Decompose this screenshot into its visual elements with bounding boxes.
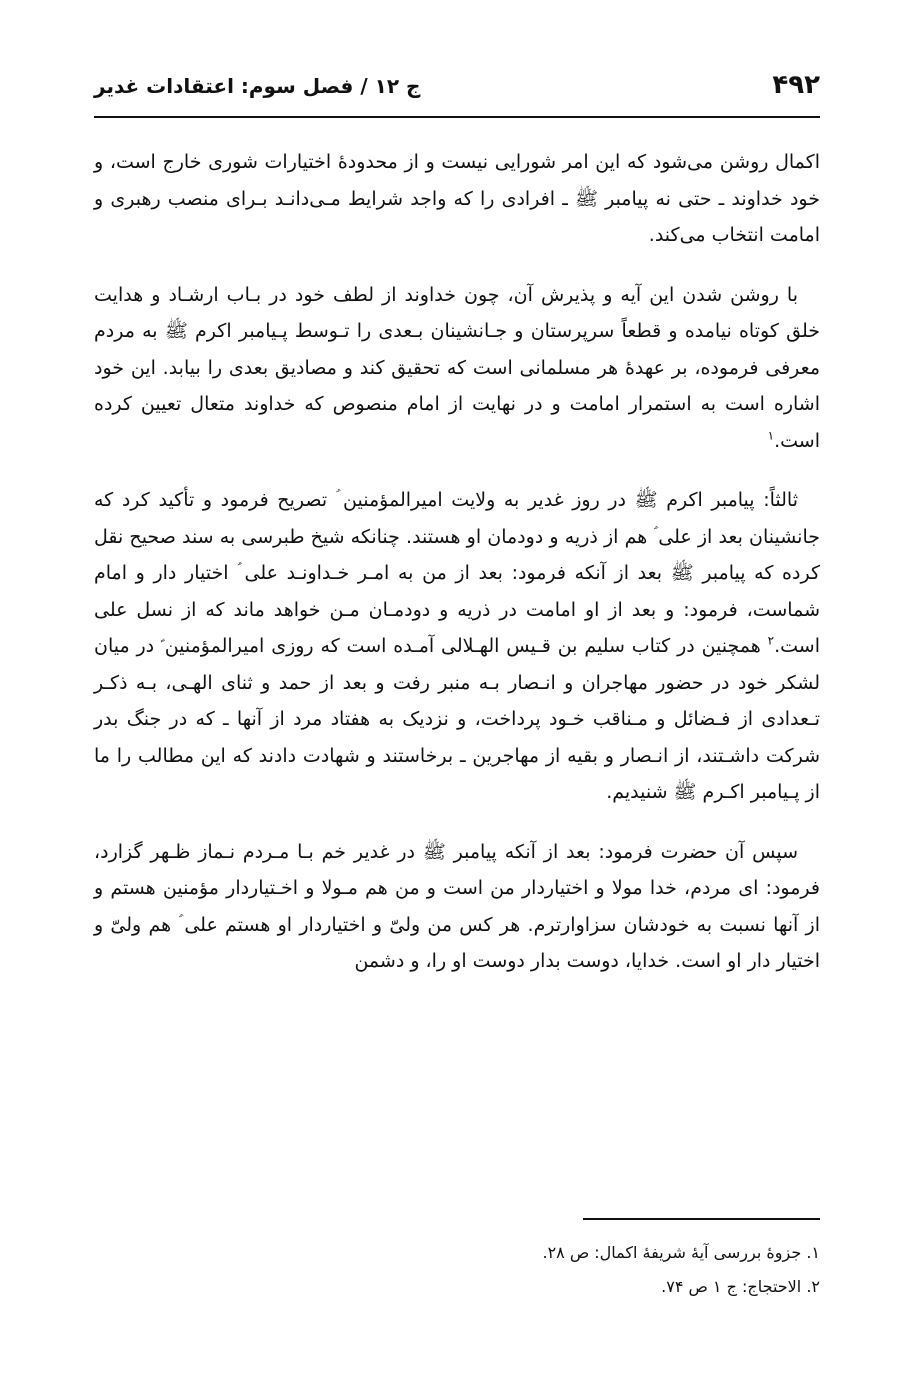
- footnote-divider: [583, 1218, 820, 1220]
- footnote-2: ۲. الاحتجاج: ج ۱ ص ۷۴.: [661, 1277, 820, 1296]
- page-number: ۴۹۲: [772, 70, 820, 100]
- paragraph-3-text-b: همچنین در کتاب سلیم بن قـیس الهـلالی آمـده است که روزی امیرالمؤمنین ؑ در میان لشکر خود در حضور مهاجران و انـصار بـه منبر رفت و بعد از حمد و ثنای الهـی، بـه ذکـر تـعدادی از فـضائل و مـناقب خـود پرداخت، و نزدیک به هفتاد مرد از آنها ـ که در جنگ بدر شرکت داشـتند، از انـصار و بقیه از مهاجرین ـ برخاستند و شهادت دادند که این مطالب را ما از پـیامبر اکـرم ﷺ شنیدیم.: [94, 635, 820, 803]
- page-header: [94, 64, 820, 118]
- footnote-ref-1[interactable]: ۱: [767, 428, 775, 443]
- paragraph-2-text: با روشن شدن این آیه و پذیرش آن، چون خداوند از لطف خود در بـاب ارشـاد و هدایت خلق کوتاه نیامده و قطعاً سرپرستان و جـانشینان بـعدی را تـوسط پـیامبر اکرم ﷺ به مردم معرفی فرموده، بر عهدهٔ هر مسلمانی است که تحقیق کند و مصادیق بعدی را بیابد. این خود اشاره است به استمرار امامت و در نهایت از امام منصوص که خداوند متعال تعیین کرده است.: [94, 283, 820, 452]
- running-title: ج ۱۲ / فصل سوم: اعتقادات غدیر: [94, 74, 421, 98]
- paragraph-1: اکمال روشن می‌شود که این امر شورایی نیست و از محدودهٔ اختیارات شوری خارج است، و خود خداوند ـ حتی نه پیامبر ﷺ ـ افرادی را که واجد شرایط مـی‌دانـد بـرای منصب رهبری و امامت انتخاب می‌کند.: [94, 151, 820, 246]
- footnotes: [94, 1236, 820, 1304]
- paragraph-2: [94, 277, 820, 460]
- footnote-1: ۱. جزوهٔ بررسی آیهٔ شریفهٔ اکمال: ص ۲۸.: [542, 1243, 820, 1262]
- paragraph-3-text-a: ثالثاً: پیامبر اکرم ﷺ در روز غدیر به ولایت امیرالمؤمنین ؑ تصریح فرمود و تأکید کرد که جانشینان بعد از علی ؑ هم از ذریه و دودمان او هستند. چنانکه شیخ طبرسی به سند صحیح نقل کرده که پیامبر ﷺ بعد از آنکه فرمود: بعد از من به امـر خـداونـد علی ؑ اختیار دار و امام شماست، فرمود: و بعد از او امامت در ذریه و دودمـان مـن خواهد ماند که از نسل علی است.: [94, 489, 820, 657]
- paragraph-4: سپس آن حضرت فرمود: بعد از آنکه پیامبر ﷺ در غدیر خم بـا مـردم نـماز ظـهر گزارد، فرمود: ای مردم، خدا مولا و اختیاردار من است و من هم مـولا و اخـتیاردار مؤمنین هستم و از آنها نسبت به خودشان سزاوارترم. هر کس من ولیّ و اختیاردار او هستم علی ؑ هم ولیّ و اختیار دار او است. خدایا، دوست بدار دوست او را، و دشمن: [94, 840, 820, 972]
- paragraph-3: [94, 482, 820, 811]
- footnote-ref-2[interactable]: ۲: [767, 633, 775, 648]
- main-text: [94, 144, 820, 1003]
